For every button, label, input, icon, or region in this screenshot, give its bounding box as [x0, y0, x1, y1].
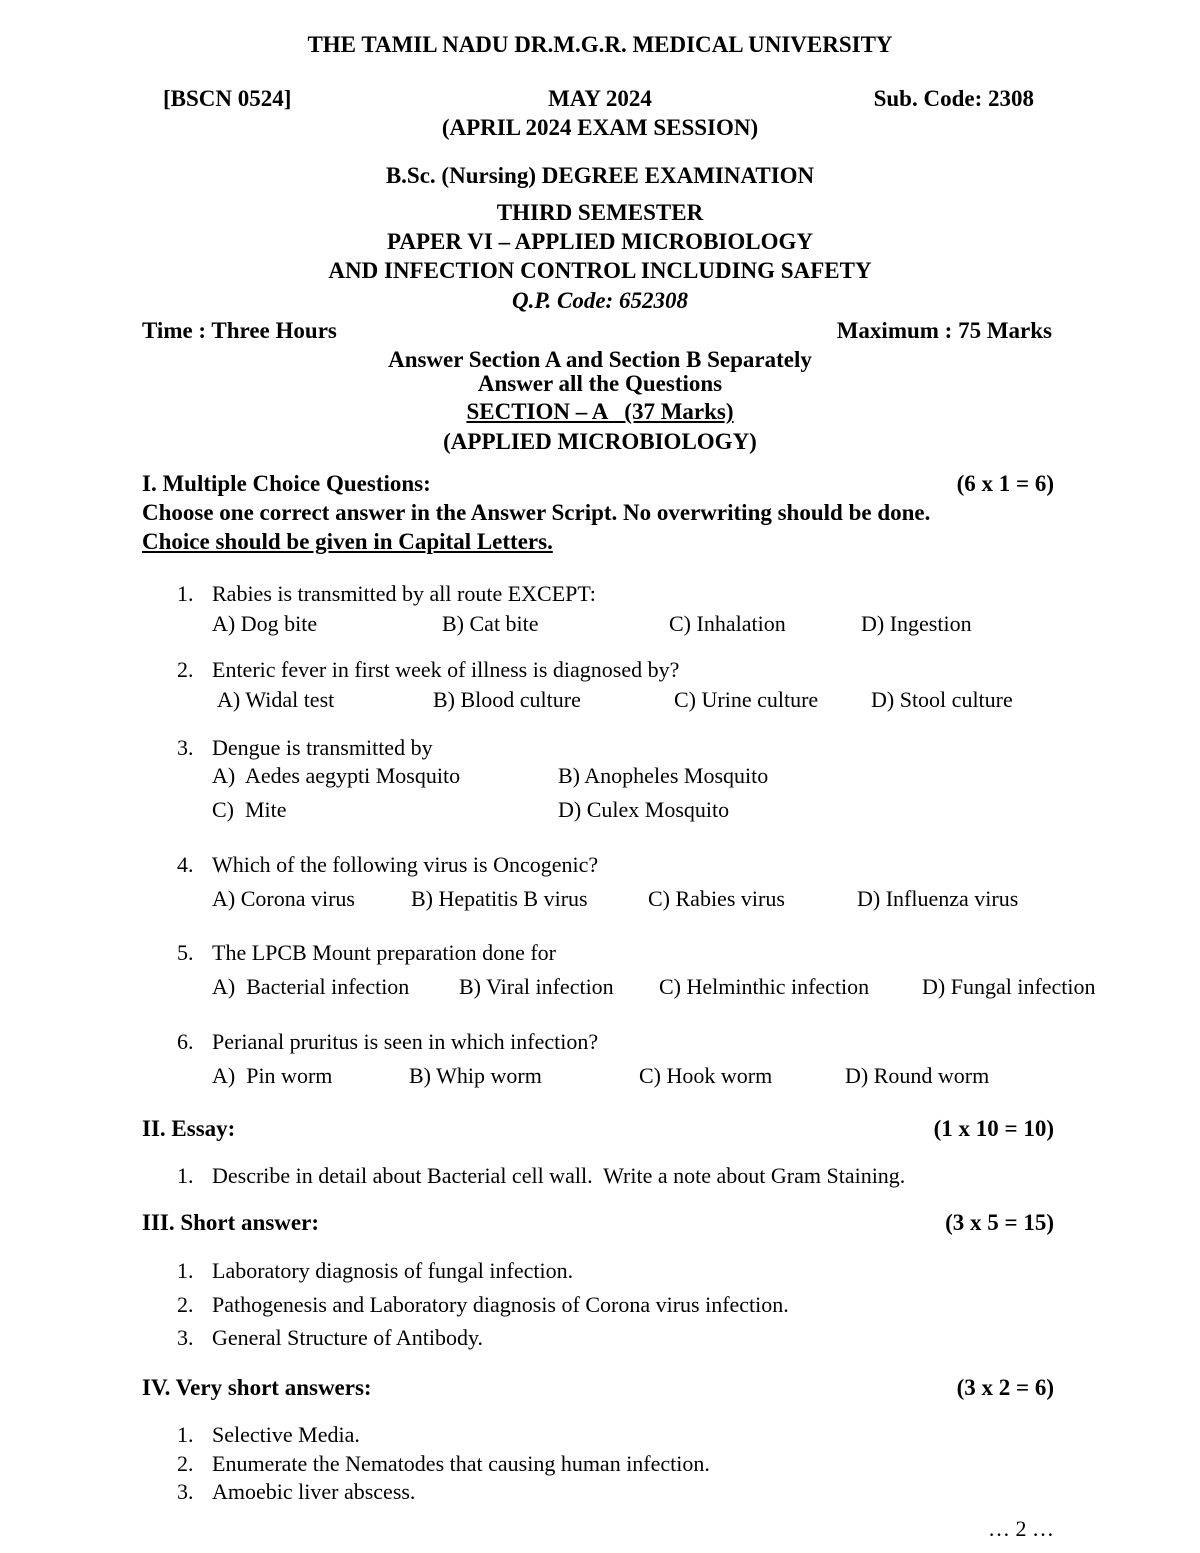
- instruction-sections: Answer Section A and Section B Separately: [388, 347, 812, 372]
- option-d: D) Stool culture: [871, 687, 1013, 712]
- question-text: Perianal pruritus is seen in which infection?: [212, 1029, 599, 1054]
- question-text: Dengue is transmitted by: [212, 735, 433, 760]
- university-name: THE TAMIL NADU DR.M.G.R. MEDICAL UNIVERSITY: [307, 32, 893, 57]
- exam-month: MAY 2024: [548, 86, 652, 111]
- exam-code: [BSCN 0524]: [163, 86, 292, 111]
- question-text: Rabies is transmitted by all route EXCEPT:: [212, 581, 596, 606]
- option-a: A) Aedes aegypti Mosquito: [212, 763, 461, 788]
- subject-code: Sub. Code: 2308: [873, 86, 1034, 111]
- option-c: C) Rabies virus: [648, 886, 785, 911]
- instruction-answer-all: Answer all the Questions: [477, 371, 723, 396]
- degree-title: B.Sc. (Nursing) DEGREE EXAMINATION: [385, 163, 815, 188]
- option-a: A) Pin worm: [212, 1063, 333, 1088]
- very-short-answer-question: Selective Media.: [212, 1422, 360, 1447]
- question-text: Which of the following virus is Oncogenic?: [212, 852, 599, 877]
- mcq-instruction: Choose one correct answer in the Answer Script. No overwriting should be done.: [142, 500, 931, 525]
- question-number: 4.: [177, 852, 194, 877]
- essay-title: II. Essay:: [142, 1116, 236, 1141]
- question-number: 1.: [177, 581, 194, 606]
- option-d: D) Ingestion: [861, 611, 972, 636]
- option-a: A) Corona virus: [212, 886, 355, 911]
- very-short-answer-question: Amoebic liver abscess.: [212, 1479, 416, 1504]
- mcq-capital-letters-note: Choice should be given in Capital Letters.: [142, 529, 553, 554]
- essay-question: Describe in detail about Bacterial cell wall. Write a note about Gram Staining.: [212, 1163, 906, 1188]
- short-answer-marks: (3 x 5 = 15): [945, 1210, 1054, 1235]
- short-answer-question: Pathogenesis and Laboratory diagnosis of Corona virus infection.: [212, 1292, 789, 1317]
- section-subject: (APPLIED MICROBIOLOGY): [443, 429, 757, 454]
- very-short-answer-title: IV. Very short answers:: [142, 1375, 372, 1400]
- option-c: C) Helminthic infection: [659, 974, 870, 999]
- mcq-title: I. Multiple Choice Questions:: [142, 471, 431, 496]
- exam-time: Time : Three Hours: [142, 318, 337, 343]
- semester-title: THIRD SEMESTER: [496, 200, 704, 225]
- option-d: D) Fungal infection: [922, 974, 1096, 999]
- option-b: B) Anopheles Mosquito: [558, 763, 769, 788]
- short-answer-question: General Structure of Antibody.: [212, 1325, 484, 1350]
- question-number: 3.: [177, 735, 194, 760]
- section-heading-text: SECTION – A (37 Marks): [466, 399, 734, 424]
- option-d: D) Culex Mosquito: [558, 797, 730, 822]
- option-a: A) Widal test: [217, 687, 335, 712]
- very-short-answer-question: Enumerate the Nematodes that causing human infection.: [212, 1451, 710, 1476]
- qp-code: Q.P. Code: 652308: [512, 288, 688, 313]
- exam-session: (APRIL 2024 EXAM SESSION): [441, 115, 759, 140]
- option-c: C) Mite: [212, 797, 287, 822]
- page-continuation-marker: … 2 …: [988, 1516, 1054, 1541]
- mcq-marks: (6 x 1 = 6): [956, 471, 1054, 496]
- item-number: 1.: [177, 1258, 194, 1283]
- option-d: D) Influenza virus: [857, 886, 1019, 911]
- essay-marks: (1 x 10 = 10): [933, 1116, 1054, 1141]
- maximum-marks: Maximum : 75 Marks: [836, 318, 1052, 343]
- paper-title-line2: AND INFECTION CONTROL INCLUDING SAFETY: [328, 258, 872, 283]
- option-c: C) Inhalation: [669, 611, 786, 636]
- item-number: 2.: [177, 1292, 194, 1317]
- item-number: 1.: [177, 1163, 194, 1188]
- option-b: B) Hepatitis B virus: [411, 886, 588, 911]
- option-a: A) Bacterial infection: [212, 974, 410, 999]
- very-short-answer-marks: (3 x 2 = 6): [956, 1375, 1054, 1400]
- short-answer-title: III. Short answer:: [142, 1210, 319, 1235]
- option-b: B) Whip worm: [409, 1063, 542, 1088]
- option-b: B) Blood culture: [433, 687, 581, 712]
- option-b: B) Cat bite: [442, 611, 539, 636]
- question-text: The LPCB Mount preparation done for: [212, 940, 556, 965]
- option-d: D) Round worm: [845, 1063, 990, 1088]
- option-b: B) Viral infection: [459, 974, 614, 999]
- question-number: 5.: [177, 940, 194, 965]
- short-answer-question: Laboratory diagnosis of fungal infection.: [212, 1258, 574, 1283]
- question-text: Enteric fever in first week of illness is diagnosed by?: [212, 657, 680, 682]
- question-number: 6.: [177, 1029, 194, 1054]
- paper-title-line1: PAPER VI – APPLIED MICROBIOLOGY: [387, 229, 813, 254]
- item-number: 3.: [177, 1325, 194, 1350]
- option-a: A) Dog bite: [212, 611, 318, 636]
- section-heading: [0, 399, 1200, 425]
- option-c: C) Hook worm: [639, 1063, 773, 1088]
- item-number: 1.: [177, 1422, 194, 1447]
- item-number: 2.: [177, 1451, 194, 1476]
- option-c: C) Urine culture: [674, 687, 819, 712]
- question-number: 2.: [177, 657, 194, 682]
- item-number: 3.: [177, 1479, 194, 1504]
